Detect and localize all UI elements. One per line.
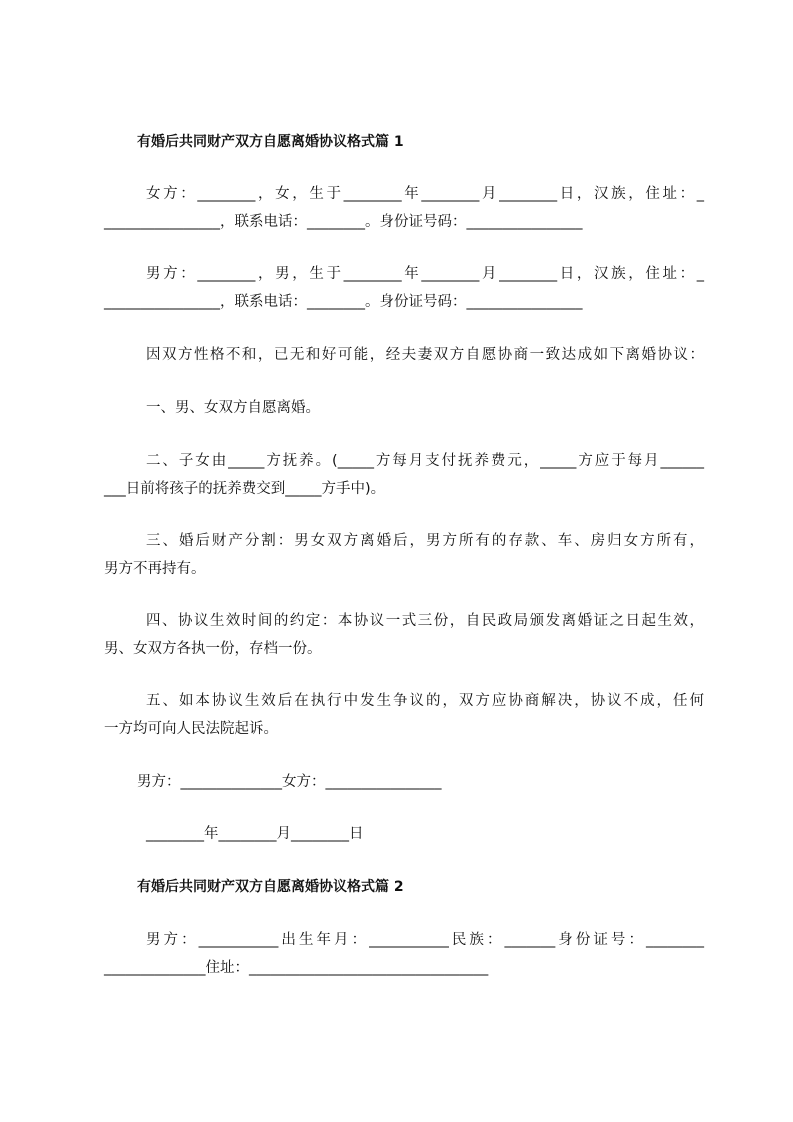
date-line: ________年________月________日 bbox=[146, 826, 364, 842]
section2-male-line1: 男方：___________出生年月：___________民族：_______身份证号：________ bbox=[146, 932, 704, 948]
intro-paragraph: 因双方性格不和，已无和好可能，经夫妻双方自愿协商一致达成如下离婚协议： bbox=[146, 347, 704, 363]
clause-3-line1: 三、婚后财产分割：男女双方离婚后，男方所有的存款、车、房归女方所有， bbox=[146, 533, 704, 549]
clause-5-line1: 五、如本协议生效后在执行中发生争议的，双方应协商解决，协议不成，任何 bbox=[146, 693, 704, 709]
clause-4-line1: 四、协议生效时间的约定：本协议一式三份，自民政局颁发离婚证之日起生效， bbox=[146, 613, 704, 629]
male-info-line2: ________________，联系电话：________。身份证号码：________________ bbox=[104, 294, 583, 310]
section2-male-line2: ______________住址：_________________________________ bbox=[104, 960, 489, 976]
signature-line: 男方：______________女方：________________ bbox=[137, 774, 442, 790]
section1-heading: 有婚后共同财产双方自愿离婚协议格式篇 1 bbox=[137, 134, 404, 150]
clause-5-line2: 一方均可向人民法院起诉。 bbox=[104, 721, 278, 737]
female-info-line2: ________________，联系电话：________。身份证号码：________________ bbox=[104, 214, 583, 230]
section2-heading: 有婚后共同财产双方自愿离婚协议格式篇 2 bbox=[137, 879, 404, 895]
clause-3-line2: 男方不再持有。 bbox=[104, 561, 206, 577]
male-info-line1: 男方：________，男，生于________年________月________日，汉族，住址：_ bbox=[146, 266, 704, 282]
clause-1: 一、男、女双方自愿离婚。 bbox=[146, 400, 320, 416]
clause-2-line1: 二、子女由_____方抚养。(_____方每月支付抚养费元，_____方应于每月______ bbox=[146, 453, 704, 469]
clause-4-line2: 男、女双方各执一份，存档一份。 bbox=[104, 641, 322, 657]
female-info-line1: 女方：________，女，生于________年________月________日，汉族，住址：_ bbox=[146, 186, 704, 202]
clause-2-line2: ___日前将孩子的抚养费交到_____方手中)。 bbox=[104, 481, 386, 497]
